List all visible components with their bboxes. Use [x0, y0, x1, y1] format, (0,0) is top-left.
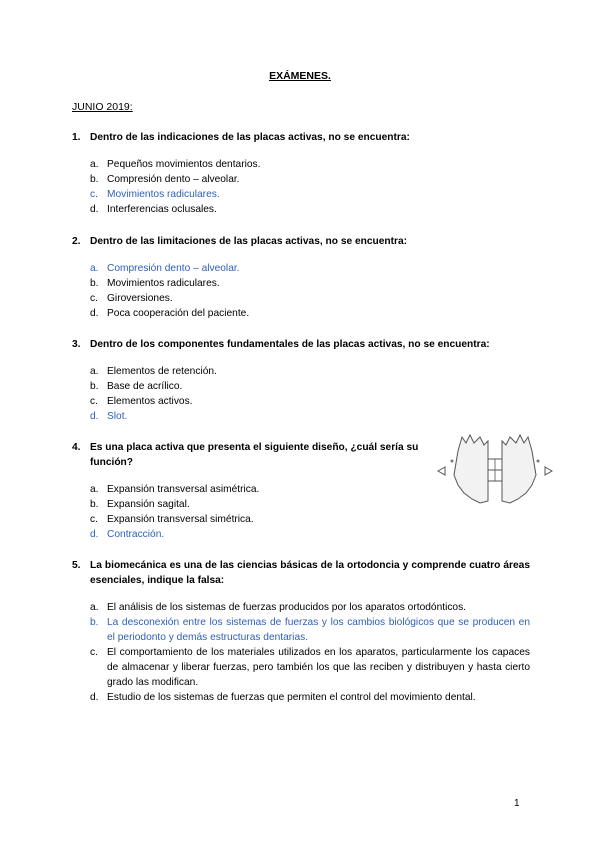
option-text: Movimientos radiculares.: [107, 278, 220, 289]
question-text: Dentro de las limitaciones de las placas activas, no se encuentra:: [90, 236, 408, 247]
question-3: [72, 337, 542, 424]
question-4: [72, 440, 432, 542]
option-b: [90, 379, 542, 394]
option-letter: a.: [90, 159, 99, 170]
option-c: [90, 645, 530, 690]
option-letter: b.: [90, 499, 99, 510]
option-a: [90, 482, 432, 497]
right-arrow-icon: [545, 467, 552, 475]
option-letter: a.: [90, 263, 99, 274]
question-number: 4.: [72, 442, 81, 453]
option-b: [90, 497, 432, 512]
option-a: [90, 157, 532, 172]
option-letter: b.: [90, 381, 99, 392]
option-a-correct-answer: [90, 261, 532, 276]
option-a: [90, 364, 542, 379]
option-d: [90, 306, 532, 321]
option-text: El comportamiento de los materiales utilizados en los aparatos, particularmente los capaces de almacenar y liberar fuerzas, pero también los que las reciben y distribuyen y hasta cierto grado las modifican.: [107, 647, 530, 688]
page-title: EXÁMENES.: [269, 70, 331, 82]
option-letter: b.: [90, 617, 99, 628]
option-d-correct-answer: [90, 527, 432, 542]
option-text: Elementos de retención.: [107, 366, 217, 377]
question-5: [72, 558, 530, 705]
section-heading: JUNIO 2019:: [72, 101, 133, 113]
option-letter: c.: [90, 647, 98, 658]
option-text: Slot.: [107, 411, 128, 422]
option-text: Estudio de los sistemas de fuerzas que permiten el control del movimiento dental.: [107, 692, 476, 703]
option-text: El análisis de los sistemas de fuerzas producidos por los aparatos ortodónticos.: [107, 602, 467, 613]
option-text: Expansión transversal simétrica.: [107, 514, 254, 525]
option-letter: c.: [90, 189, 98, 200]
options-list: [90, 157, 532, 217]
option-text: Interferencias oclusales.: [107, 204, 217, 215]
option-text: Pequeños movimientos dentarios.: [107, 159, 261, 170]
question-text: Dentro de las indicaciones de las placas activas, no se encuentra:: [90, 132, 410, 143]
option-letter: c.: [90, 396, 98, 407]
option-c: [90, 512, 432, 527]
option-a: [90, 600, 530, 615]
question-text: Dentro de los componentes fundamentales de las placas activas, no se encuentra:: [90, 339, 490, 350]
option-b: [90, 172, 532, 187]
option-letter: d.: [90, 308, 99, 319]
option-text: Expansión transversal asimétrica.: [107, 484, 260, 495]
question-number: 2.: [72, 236, 81, 247]
option-d-correct-answer: [90, 409, 542, 424]
option-b: [90, 276, 532, 291]
question-text: Es una placa activa que presenta el siguiente diseño, ¿cuál sería su función?: [90, 442, 419, 468]
option-letter: c.: [90, 514, 98, 525]
option-text: Poca cooperación del paciente.: [107, 308, 250, 319]
option-letter: b.: [90, 278, 99, 289]
question-number: 5.: [72, 560, 81, 571]
options-list: [90, 600, 530, 705]
active-plate-diagram: [432, 431, 558, 511]
option-c-correct-answer: [90, 187, 532, 202]
question-number: 1.: [72, 132, 81, 143]
option-c: [90, 291, 532, 306]
option-letter: a.: [90, 366, 99, 377]
question-2: [72, 234, 532, 321]
option-text: Expansión sagital.: [107, 499, 190, 510]
options-list: [90, 364, 542, 424]
left-arrow-icon: [438, 467, 445, 475]
option-text: Movimientos radiculares.: [107, 189, 220, 200]
option-text: La desconexión entre los sistemas de fuerzas y los cambios biológicos que se producen en el periodonto y demás estructuras dentarias.: [107, 617, 530, 643]
option-text: Compresión dento – alveolar.: [107, 174, 240, 185]
option-c: [90, 394, 542, 409]
option-text: Base de acrílico.: [107, 381, 183, 392]
option-letter: d.: [90, 692, 99, 703]
option-text: Contracción.: [107, 529, 165, 540]
option-letter: d.: [90, 204, 99, 215]
page-number: 1: [514, 798, 520, 809]
option-b-correct-answer: [90, 615, 530, 645]
option-d: [90, 202, 532, 217]
option-letter: a.: [90, 484, 99, 495]
option-letter: a.: [90, 602, 99, 613]
option-text: Giroversiones.: [107, 293, 173, 304]
options-list: [90, 482, 432, 542]
question-1: [72, 130, 532, 217]
question-number: 3.: [72, 339, 81, 350]
option-text: Compresión dento – alveolar.: [107, 263, 240, 274]
options-list: [90, 261, 532, 321]
question-text: La biomecánica es una de las ciencias básicas de la ortodoncia y comprende cuatro áreas esenciales, indique la falsa:: [90, 560, 530, 586]
option-d: [90, 690, 530, 705]
option-text: Elementos activos.: [107, 396, 193, 407]
option-letter: c.: [90, 293, 98, 304]
option-letter: d.: [90, 529, 99, 540]
option-letter: d.: [90, 411, 99, 422]
left-plate-half: [454, 435, 488, 503]
right-plate-half: [502, 435, 536, 503]
option-letter: b.: [90, 174, 99, 185]
